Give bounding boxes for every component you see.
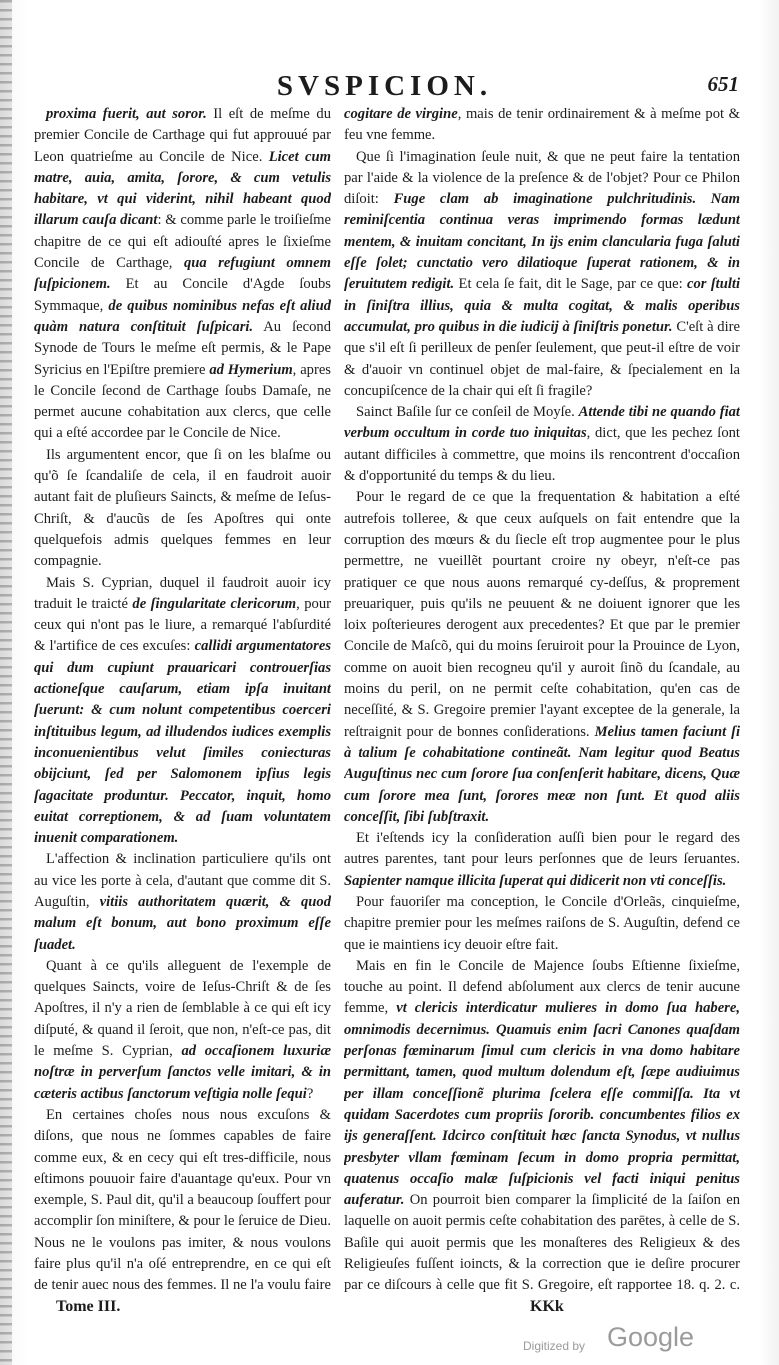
left-text-column xyxy=(34,104,331,1299)
text-run: Et i'eſtends icy la conſideration auſſi bien pour le regard des autres parentes, tant pour leurs perſonnes que de leurs ſeruantes. xyxy=(344,830,740,868)
latin-quotation: vitiis authoritatem quærit, & quod malum eſt bonum, aut bono proximum eſſe ſuadet. xyxy=(34,893,331,953)
latin-quotation: ad Hymerium xyxy=(209,361,293,378)
paragraph xyxy=(344,147,740,403)
text-run: C'eſt à dire que s'il eſt ſi perilleux de penſer ſeulement, que peut-il eſtre de voir & d'auoir vn continuel objet de mal-faire, & ſpecialement en la concupiſcence de la chair qui eſt ſi fragile? xyxy=(344,318,740,399)
latin-quotation: vt clericis interdicatur mulieres in domo ſua habere, omnimodis decernimus. Quamuis enim ſacri Canones quaſdam perſonas fœminarum ſimul cum clericis in vna domo habitare permittant, tamen, quod multum dolendum eſt, ſæpe audiuimus per illam conceſſionẽ plurima ſcelera eſſe commiſſa. Ita vt quidam Sacerdotes cum propriis ſororib. concumbentes filios ex ijs generaſſent. Idcirco conſtituit hæc ſancta Synodus, vt nullus presbyter vllam fœminam ſecum in domo propria permittat, quatenus occaſio malæ ſuſpicionis vel facti iniqui penitus auferatur. xyxy=(344,1000,740,1209)
watermark-prefix: Digitized by xyxy=(523,1339,586,1353)
text-run: Au ſecond Synode de Tours le meſme eſt permis, & le Pape Syricius en l'Epiſtre premiere xyxy=(34,318,331,378)
paragraph xyxy=(34,104,331,445)
text-run: Mais en fin le Concile de Majence ſoubs Eſtienne ſixieſme, touche au point. Il defend abſolument aux clercs de tenir aucune femme, xyxy=(344,957,740,1017)
latin-quotation: qua refugiunt omnem ſuſpicionem. xyxy=(34,255,331,293)
running-title: SVSPICION. xyxy=(276,70,493,102)
latin-quotation: ad occaſionem luxuriæ noſtræ in perverſum ſanctos velle imitari, & in cæteris actibus ſanctorum veſtigia nolle ſequi xyxy=(34,1043,331,1102)
latin-quotation: Attende tibi ne quando fiat verbum occultum in corde tuo iniquitas xyxy=(344,404,740,442)
text-run: Quant à ce qu'ils alleguent de l'exemple de quelques Saincts, voire de Ieſus-Chriſt & de ſes Apoſtres, il n'y a rien de ſemblable à ce qui eſt icy diſputé, & quand il ſeroit, que non, n'eſt-ce pas, dit le meſme S. Cyprian, xyxy=(34,957,331,1060)
page-number: 651 xyxy=(707,72,739,96)
paragraph xyxy=(344,402,740,487)
volume-label: Tome III. xyxy=(56,1298,121,1315)
text-run: Que ſi l'imagination ſeule nuit, & que ne peut faire la tentation par l'aide & la violence de la preſence & de l'objet? Pour ce Philon diſoit: xyxy=(344,148,740,208)
latin-quotation: Fuge clam ab imaginatione pulchritudinis. Nam reminiſcentia continua veras imprimendo formas lædunt mentem, & inuitam concitant, In ijs enim clancularia fuga ſaluti eſſe ſolet; cunctatio vero dilatioque ſuperat rationem, & in ſeruitutem redigit. xyxy=(344,191,740,293)
google-logo: Google xyxy=(607,1322,695,1352)
right-text-column xyxy=(344,104,740,1299)
paragraph xyxy=(344,104,740,147)
text-run: Et au Concile d'Agde ſoubs Symmaque, xyxy=(34,276,331,314)
binding-gutter xyxy=(0,0,12,1365)
latin-quotation: callidi argumentatores qui dum cupiunt prauaricari controuerſias actioneſque cauſarum, etiam ipſa inuitant ſuerunt: & cum nolunt competentibus coerceri inſtituibus legum, ad illudendos iudices exemplis inconuenientibus velut ſimiles coniecturas obijciunt, ſed per Salomonem ipſius legis ſagacitate produntur. Peccator, inquit, homo euitat correptionem, & ad ſuam voluntatem inuenit comparationem. xyxy=(34,638,331,847)
text-run: , dict, que les pechez ſont autant difficiles à commettre, que moins ils rencontrent d'occaſion & d'opportunité du temps & du lieu. xyxy=(344,425,740,485)
latin-quotation: de ſingularitate clericorum xyxy=(132,595,297,612)
text-run: Sainct Baſile ſur ce conſeil de Moyſe. xyxy=(356,404,579,421)
signature-mark: KKk xyxy=(530,1298,564,1315)
digitization-watermark xyxy=(523,1322,763,1355)
paragraph xyxy=(344,892,740,956)
text-run: Il eſt de meſme du premier Concile de Carthage qui fut approuué par Leon quatrieſme au Concile de Nice. xyxy=(34,106,331,165)
text-run: En certaines choſes nous nous excuſons & diſons, que nous ne ſommes capables de faire comme eux, & en cecy qui eſt tres-difficile, nous eſtimons pouuoir faire d'auantage qu'eux. Pour vn exemple, S. Paul dit, qu'il a beaucoup ſouffert pour accomplir ſon miniſtere, & pour le ſeruice de Dieu. Nous ne le voulons pas imiter, & nous voulons faire plus qu'il n'a oſé entreprendre, en ce qui eſt de tenir auec nous des femmes. Il ne l'a voulu faire xyxy=(34,1106,331,1294)
paragraph xyxy=(344,828,740,892)
latin-quotation: Melius tamen faciunt ſi à talium ſe cohabitatione contineãt. Nam legitur quod Beatus Auguſtinus nec cum ſorore ſua conſenſerit habitare, dicens, Quæ cum ſorore mea ſunt, ſorores meæ non ſunt. Et quod aliis conceſſit, ſibi ſubſtraxit. xyxy=(344,723,740,825)
latin-quotation: cogitare de virgine xyxy=(344,106,458,122)
text-run: : & comme parle le troiſieſme chapitre de ce qui eſt adiouſté apres le ſixieſme Concile de Carthage, xyxy=(34,212,331,272)
text-run: , apres le Concile ſecond de Carthage ſoubs Damaſe, ne permet aucune cohabitation aux clercs, que celle qui a eſté accordee par le Concile de Nice. xyxy=(34,361,331,442)
paragraph xyxy=(34,445,331,573)
text-run: L'affection & inclination particuliere qu'ils ont au vice les porte à cela, d'autant que comme dit S. Auguſtin, xyxy=(34,851,331,910)
text-run: Et cela ſe fait, dit le Sage, par ce que: xyxy=(454,276,687,293)
text-run: Pour le regard de ce que la frequentation & habitation a eſté autrefois tolleree, & que ceux auſquels on fait entendre que la corruption des mœurs & du ſiecle eſt trop augmentee pour le plus permettre, ne vueillẽt pourtant croire ny obeyr, n'eſt-ce pas pratiquer ce que nous auons remarqué cy-deſſus, & proprement preuariquer, puis qu'ils ne peuuent & ne doiuent ignorer que les loix poſterieures derogent aux precedentes? Et que par le premier Concile de Maſcõ, qui du moins ſeruiroit pour la Prouince de Lyon, comme on auoit bien recogneu qu'il y auroit ſinõ du ſcandale, au moins du peril, on ne permit ceſte cohabitation, qu'en cas de neceſſité, & S. Gregoire premier l'ayant exceptee de la generale, la reſtraignit pour de bonnes conſiderations. xyxy=(344,489,740,740)
latin-quotation: cor ſtulti in ſiniſtra illius, quia & multa cogitat, & malis operibus accumulat, pro quibus in die iudicij à ſiniſtris ponetur. xyxy=(344,276,740,335)
text-run: Ils argumentent encor, que ſi on les blaſme ou qu'õ ſe ſcandaliſe de cela, il en faudroit auoir autant fait de pluſieurs Saincts, & meſme de Ieſus-Chriſt, & d'aucũs de ſes Apoſtres qui onte quelquefois admis quelques femmes en leur compagnie. xyxy=(34,446,331,570)
paragraph xyxy=(344,956,740,1299)
latin-quotation: proxima fuerit, aut soror. xyxy=(46,106,207,122)
latin-quotation: de quibus nominibus nefas eſt aliud quàm natura conſtituit ſuſpicari. xyxy=(34,297,331,335)
paragraph xyxy=(344,487,740,828)
paragraph xyxy=(34,1105,331,1299)
latin-quotation: Licet cum matre, auia, amita, ſorore, & cum vetulis habitare, vt qui viderint, nihil habeant quod illarum cauſa dicant xyxy=(34,148,331,229)
paragraph xyxy=(34,849,331,955)
text-run: ? xyxy=(306,1085,314,1102)
text-run: Pour fauoriſer ma conception, le Concile d'Orleãs, cinquieſme, chapitre premier pour les meſmes raiſons de S. Auguſtin, defend ce que ie maintiens icy deuoir eſtre fait. xyxy=(344,893,740,953)
paragraph xyxy=(34,573,331,850)
text-run: Mais S. Cyprian, duquel il faudroit auoir icy traduit le traicté xyxy=(34,574,331,612)
paragraph xyxy=(34,956,331,1105)
text-run: , mais de tenir ordinairement & à meſme pot & feu vne femme. xyxy=(344,106,740,144)
text-run: , pour ceux qui n'ont pas le liure, a remarqué l'abſurdité & l'artifice de ces excuſes: xyxy=(34,595,331,655)
latin-quotation: Sapienter namque illicita ſuperat qui didicerit non vti conceſſis. xyxy=(344,872,727,889)
text-run: On pourroit bien comparer la ſimplicité de la ſaiſon en laquelle on auoit permis ceſte cohabitation des parētes, à celle de S. Baſile qui auoit permis que les monaſteres des Religieux & des Religieuſes fuſſent ioincts, & la correction que ie deſire procurer par ce diſcours à celle que fit S. Gregoire, eſt rapportee 18. q. 2. c. xyxy=(344,1192,740,1294)
